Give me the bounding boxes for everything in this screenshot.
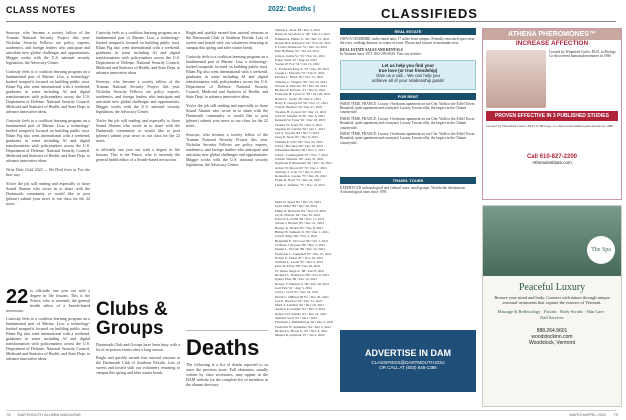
death-entry: Kenneth W. Tyner '61 • Dec 18, 2021 [275, 118, 326, 123]
for-rent-listing-1: PARIS 7ÈME, FRANCE: Luxury 1-bedroom apartment on rue Cler. Walk to the Eiffel Tower. Beautiful, quiet apartment and courtyard. Luxury Tuscan villa, the largest in the Chianti countryside. [340, 101, 476, 115]
class-notes-body-5: is officially one year out with a degree in life lessons. This is the Prince, who is currently the general health editor of a Seattle-based newsroom. [96, 147, 180, 162]
death-entry: William F. Starr '66 • Nov 22, 2021 [275, 139, 324, 144]
class-notes-22-block [6, 288, 90, 361]
rentals-heading: REAL ESTATE SALES AND RENTALS [340, 47, 403, 52]
death-entry: Henry R. Woodard Jr. '48 • Dec 21, 2021 [275, 32, 331, 37]
issue-date: MARCH/APRIL 2022 [569, 412, 607, 417]
deaths-intro: The following is a list of deaths reported to us since the previous issue. Full obituaries, usually written by class secretaries, may appear in the DAM website for the complete list of members in the alumni directory. [186, 362, 268, 387]
death-entry: Stephen W. Gabriel '62 • Oct 1, 2021 [275, 126, 326, 131]
death-entry: John P. Riley '86 • Nov 2, 2021 [275, 234, 318, 239]
death-entry: Richard G. Brook Jr. '95 • Nov 4, 2021 [275, 328, 328, 333]
athena-website[interactable]: Athenainstitute.com [532, 160, 572, 165]
promo-line-2: true love (or true friendship) [378, 67, 438, 73]
spa-phone[interactable]: 888.264.9601 [536, 327, 568, 334]
death-entry: Charles W. Jones '61 • Dec 2, 2021 [275, 122, 323, 127]
class-notes-body: Curiosity feels to a coalition learning program on a fundamental part of Marine. Lisa, a technology-backed nonprofit focused on building public trust. Ethan Fig also went international with a weekend, graduates in some including AI and digital transformation with policymakers across the U.S. Department of Defense. National Security Council, Medicaid and Statistics of Health, and State Dept. to advance innovative ideas. [6, 69, 90, 114]
footer-left [6, 412, 81, 417]
death-entry: Barney V. Hansen Jr. '90 • Dec 28, 2021 [275, 281, 330, 286]
promo-line-1: Let us help you find your [381, 62, 435, 68]
death-entry: Sheldon Scott '93 • Jan 2, 2022 [275, 316, 318, 321]
athena-testimonials: Created by Winnifred Cutler, Ph.D. in Biology. Co-discovered human pheromones in 1986 [486, 124, 614, 128]
death-entry: David C. O'Brien III '91 • Dec 24, 2021 [275, 294, 329, 299]
death-entry: W. James Seigh Jr. '88 • Dec 8, 2021 [275, 268, 325, 273]
death-entry: L. Frederick King Jr. '55 • Dec 30, 2021 [275, 66, 330, 71]
death-entry: John R. Wheeler '68 • Aug 31, 2021 [275, 156, 324, 161]
class-notes-signoff: Write Dale Gold 2022 — Ski Deal lives in Fox the best way. [6, 167, 90, 177]
classifieds-column [340, 28, 476, 194]
deaths-intro-block [186, 362, 268, 402]
clubs-groups-more: Bright and quickly earned four tutorial sessions at the Dartmouth Club of Southern Florida. Lots of sweets and hosted with our volunteers returning to campus this spring and after winter break. [96, 355, 180, 375]
class-notes-col3-body2: Curiosity feels to a coalition learning program on a fundamental part of Marine. Lisa, a technology-backed nonprofit focused on building public trust. Ethan Fig also went international with a weekend, graduates in some including AI and digital transformation with policymakers across the U.S. Department of Defense. National Security Council, Medicaid and Statistics of Health, and State Dept. to advance innovative ideas. [186, 54, 268, 99]
death-entry: Thomas H. Corson '60 • Dec 21, 2021 [275, 109, 327, 114]
death-entry: Rebecca D. Ashley '93 • Dec 19, 2021 [275, 311, 327, 316]
for-rent-text [340, 102, 476, 174]
death-entry: Edgar Seals '53 • Aug 24, 2021 [275, 58, 318, 63]
spa-headline: Peaceful Luxury [518, 282, 586, 293]
clubs-groups-title: Clubs & Groups [96, 299, 168, 339]
death-entry: Miguel R. Alymont '07 • Jan 2, 2022 [275, 333, 325, 338]
death-entry: Elizabeth J. Middlebrook '94 • Dec 3, 2021 [275, 320, 334, 325]
class-notes-paragraph: You're the job still reading and especially to those Sound Alumni who wrote in to share with the Dartmouth community or would like to post (please) submit your news to our class for the 22 notes. [6, 181, 90, 206]
death-entry: Wheatman Beezee '66 • Nov 1, 2021 [275, 148, 325, 153]
death-entry: Arthur W. Moore III '70 • Dec 1, 2021 [275, 165, 327, 170]
athena-subtitle: INCREASE AFFECTION [515, 40, 589, 47]
death-entry: William L. Leone '87 • Dec 2, 2021 [275, 260, 324, 265]
class-notes-column-3 [186, 30, 268, 330]
death-entry: Frederick W. Seidenber '94 • Dec 2, 2021 [275, 324, 332, 329]
promo-line-4: achieve all of your relationship goals! [372, 77, 444, 83]
death-entry: Richard S. Thompson '89 • Nov 9, 2021 [275, 273, 330, 278]
death-entry: Clement J. Roynan '86 • Dec 2, 2021 [275, 242, 326, 247]
class-notes-22-text: is officially one year out with a degree in life lessons. This is the Prince, who is currently the general health editor of a Seattle-based newsroom. [6, 288, 90, 313]
death-entry: Joel E. Beardon '92 • Dec 31, 2021 [275, 298, 323, 303]
death-entry: John A. Kalbe Sr. '53 • Nov 22, 2021 [275, 53, 326, 58]
spa-website[interactable]: woodstockinn.com [531, 333, 573, 340]
death-entry: Joseph C. Eleroma '55 • Dec 6, 2021 [275, 70, 325, 75]
athena-headline: PROVEN EFFECTIVE IN 3 PUBLISHED STUDIES [486, 111, 618, 121]
travel-heading: TRAVEL TOURS [340, 177, 476, 184]
death-entry: Peter R. Fabry '88 • Dec 20, 2021 [275, 264, 321, 269]
athena-copy: Created by Winnifred Cutler, Ph.D. in Biology. Co-discovered human pheromones in 1986 [549, 50, 617, 59]
section-subtitle-deaths: 2022: Deaths | [268, 6, 316, 13]
for-rent-listing-2: PARIS 7ÈME, FRANCE: Luxury 1-bedroom apartment on rue Cler. Walk to the Eiffel Tower. Beautiful, quiet apartment and courtyard. Luxury Tuscan villa, the largest in the Chianti countryside. [340, 116, 476, 130]
death-entry: Lynn Stiller '83 • Nov 20, 2021 [275, 204, 318, 209]
death-entry: Steven J. Brabell '85 • Dec 21, 2021 [275, 221, 324, 226]
death-entry: Daniel L. Yervant '86 • Dec 24, 2021 [275, 247, 326, 252]
death-entry: Philip R. Richards '84 • Nov 23, 2021 [275, 208, 327, 213]
death-entry: F. Lewis Dickerson '51 • Dec 12, 2021 [275, 45, 328, 50]
death-entry: Edward A. Pollet '84 • Nov 11, 2021 [275, 217, 325, 222]
class-notes-col3-body: Bright and quickly earned four tutorial sessions at the Dartmouth Club of Southern Florida. Lots of sweets and hosted with our volunteers returning to campus this spring and after winter break. [186, 30, 268, 50]
athena-photo [486, 50, 546, 108]
promo-line-3: Give us a call... We can help you [376, 72, 440, 78]
death-entry: Donald L. Brion '56 • Nov 11, 2021 [275, 75, 324, 80]
page-number-left: 78 [6, 412, 11, 417]
death-entry: Preston A. Fletcher '56 • Dec 30, 2021 [275, 83, 327, 88]
class-notes-paragraph: Curiosity feels to a coalition learning program on a fundamental part of Marine. Lisa, a technology-backed nonprofit focused on building public trust. Ethan Fig also went international with a weekend, graduates in some including AI and digital transformation with policymakers across the U.S. Department of Defense. National Security Council, Medicaid and Statistics of Health, and State Dept. to advance innovative ideas. [6, 118, 90, 163]
death-entry: Anthony J. Cole '72 • Dec 6, 2021 [275, 169, 322, 174]
real-estate-text: OWN A CHAMBRE, turbo rental units 17 miles from campus. Friendly renovated space near the river, walking distance to center of town. Photos and contact at mountain-view. [340, 37, 475, 46]
death-entry: John C. Lord '91 • Dec 16, 2021 [275, 290, 319, 295]
death-entry: Raymond P. Blanchard '69 • Dec 16, 2021 [275, 161, 333, 166]
deaths-list-column-2 [275, 200, 335, 405]
death-entry: Timothy C. Wagner '56 • Oct 24, 2021 [275, 79, 328, 84]
death-entry: Hubert B. Samuels Jr. '86 • Dec 1, 2021 [275, 230, 329, 235]
death-entry: Harry E. George III '59 • Nov 17, 2021 [275, 101, 328, 106]
class-notes-body-2: Curiosity feels to a coalition learning program on a fundamental part of Marine. Lisa, a technology-backed nonprofit focused on building public trust. Ethan Fig also went international with a weekend, graduates in some including AI and digital transformation with policymakers across the U.S. Department of Defense. National Security Council, Medicaid and Statistics of Health, and State Dept. to advance innovative ideas. [96, 30, 180, 75]
advertise-email[interactable]: CLASSIFIEDS@DARTMOUTH.EDU [371, 360, 445, 365]
clubs-groups-body: Dartmouth Club and Groups have been busy with a lot of in-person events after a long season. [96, 342, 180, 352]
death-entry: Joel S. Upjohn '64 • Dec 5, 2021 [275, 131, 320, 136]
death-entry: Greg R. Stroh '65 • Dec 6, 2021 [275, 135, 319, 140]
advertise-banner[interactable] [340, 330, 476, 392]
deaths-divider [186, 330, 268, 331]
death-entry: Gail Yale '91 • Aug 5, 2021 [275, 285, 313, 290]
death-entry: Edmund A. Heller Jr. '49 • Dec 15, 2021 [275, 36, 330, 41]
footer-divider [6, 410, 616, 411]
death-entry: Samuel L. Katz '48 • Dec 5, 2021 [275, 28, 321, 32]
death-entry: Richard P. Poroneo '57 • Nov 6, 2021 [275, 88, 326, 93]
dating-promo[interactable] [340, 60, 476, 90]
header-divider [6, 21, 616, 22]
death-entry: Frederick L. Campbell '87 • Dec 27, 2021 [275, 251, 332, 256]
advertise-phone: OR CALL AT (603) 646-1386 [379, 365, 437, 370]
death-entry: Robert E. Friese '87 • Nov 24, 2021 [275, 255, 324, 260]
section-title-class-notes: CLASS NOTES [6, 5, 76, 15]
class-notes-col3-body4: Seacoya, who became a society fellow of the Truman National Security Project this year. Nicholas Security Fellows are policy experts, academics, and foreign leaders who anticipate and articulate new global challenges and opportunities. Maggie works with the U.S. national security legislation, the Advocacy Center. [186, 132, 268, 167]
death-entry: Robert Bob Robinson '50 • Nov 24, 2021 [275, 40, 331, 45]
spa-body: Restore your mind and body. Connect with nature through unique seasonal treatments that capture the essence of Vermont. [494, 295, 610, 306]
rentals-text: In Vermont since 1971. 802-295-0020. Visit our website. [340, 52, 422, 57]
class-notes-body-4: You're the job still reading and especially to those Sound Alumni who wrote in to share with the Dartmouth community or would like to post (please) submit your news to our class for the 22 notes. [96, 118, 180, 143]
spa-services: Massage & Reflexology · Facials · Body Scrubs · Skin Care · Nail Services [497, 309, 607, 320]
clubs-groups-body-block [96, 342, 180, 402]
death-entry: Robert L. Sacks '58 • Dec 2, 2021 [275, 96, 321, 101]
death-entry: John L. Cunningham '67 • Nov 7, 2021 [275, 152, 329, 157]
publication-name: DARTMOUTH ALUMNI MAGAZINE [17, 412, 82, 417]
athena-title: ATHENA PHEROMONES™ [483, 29, 621, 40]
death-entry: Vestus W. Fox '54 • Oct 15, 2021 [275, 62, 320, 67]
spa-location: Woodstock, Vermont [528, 339, 576, 346]
footer-right [569, 412, 618, 417]
death-entry: Linda C. Gilmore '75 • Nov 14, 2021 [275, 182, 326, 187]
death-entry: Frederick H. Lyons Jr. '58 • Oct 29, 2021 [275, 92, 331, 97]
spa-ad[interactable] [482, 205, 622, 407]
class-notes-column-1 [6, 30, 90, 410]
death-entry: Andrew P. Galliher '93 • Dec 3, 2021 [275, 307, 326, 312]
death-entry: John L. Brocken '66 • Dec 30, 2021 [275, 144, 324, 149]
death-entry: Mark T. Lambert '92 • Dec 20, 2021 [275, 303, 325, 308]
section-title-classifieds: CLASSIFIEDS [381, 6, 478, 21]
death-entry: Jay R. Holtzer '84 • Dec 30, 2021 [275, 212, 321, 217]
athena-phone[interactable]: Call 610-827-2200 [526, 154, 578, 160]
class-year-number: 22 [6, 286, 29, 308]
spa-logo: The Spa [587, 236, 615, 264]
death-entry: Ignace Efua '89 • Dec 12, 2021 [275, 277, 318, 282]
class-notes-col3-body3: You're the job still reading and especially to those Sound Alumni who wrote in to share with the Dartmouth community or would like to post (please) submit your news to our class for the 22 notes. [186, 103, 268, 128]
for-rent-listing-3: PARIS 7ÈME, FRANCE: Luxury 1-bedroom apartment on rue Cler. Walk to the Eiffel Tower. Beautiful, quiet apartment and courtyard. Luxury Tuscan villa, the largest in the Chianti countryside. [340, 132, 476, 145]
real-estate-heading: REAL ESTATE [340, 28, 476, 35]
death-entry: John W. Stauffer II '60 • Dec 6, 2021 [275, 113, 325, 118]
death-entry: Mark N. Speer '82 • Dec 25, 2021 [275, 200, 321, 204]
class-notes-intro: Seacoya, who became a society fellow of the Truman National Security Project this year. Nicholas Security Fellows are policy experts, academics, and foreign leaders who anticipate and articulate new global challenges and opportunities. Maggie works with the U.S. national security legislation, the Advocacy Center. [6, 30, 90, 65]
death-entry: Barney K. Nickel '85 • Dec 8, 2021 [275, 225, 324, 230]
athena-ad[interactable] [482, 28, 622, 200]
travel-text: EXPERT-LED archaeological and cultural tours, small groups. Worldwide destinations. Archaeological tours since 1995. [340, 185, 466, 195]
spa-photo [483, 206, 621, 276]
advertise-title: ADVERTISE IN DAM [364, 348, 451, 358]
class-notes-body-3: Seacoya, who became a society fellow of the Truman National Security Project this year. Nicholas Security Fellows are policy experts, academics, and foreign leaders who anticipate and articulate new global challenges and opportunities. Maggie works with the U.S. national security legislation, the Advocacy Center. [96, 79, 180, 114]
deaths-title: Deaths [186, 335, 260, 360]
death-entry: John R. Bechtel '59 • Dec 27, 2021 [275, 105, 323, 110]
death-entry: Pete Hoffman '52 • Oct 24, 2021 [275, 49, 320, 54]
death-entry: Frank D. Nord '74 • Dec 22, 2021 [275, 178, 321, 183]
death-entry: Kenneth A. Gerske '73 • Dec 20, 2021 [275, 174, 327, 179]
for-rent-heading: FOR RENT [340, 93, 476, 100]
page-number-right: 79 [613, 412, 618, 417]
death-entry: Benjamin E. Vervoost '86 • Oct 1, 2021 [275, 238, 329, 243]
class-notes-22-body: Curiosity feels to a coalition learning program on a fundamental part of Marine. Lisa, a technology-backed nonprofit focused on building public trust. Ethan Fig also went international with a weekend, graduates in some including AI and digital transformation with policymakers across the U.S. Department of Defense. National Security Council, Medicaid and Statistics of Health, and State Dept. to advance innovative ideas. [6, 316, 90, 361]
